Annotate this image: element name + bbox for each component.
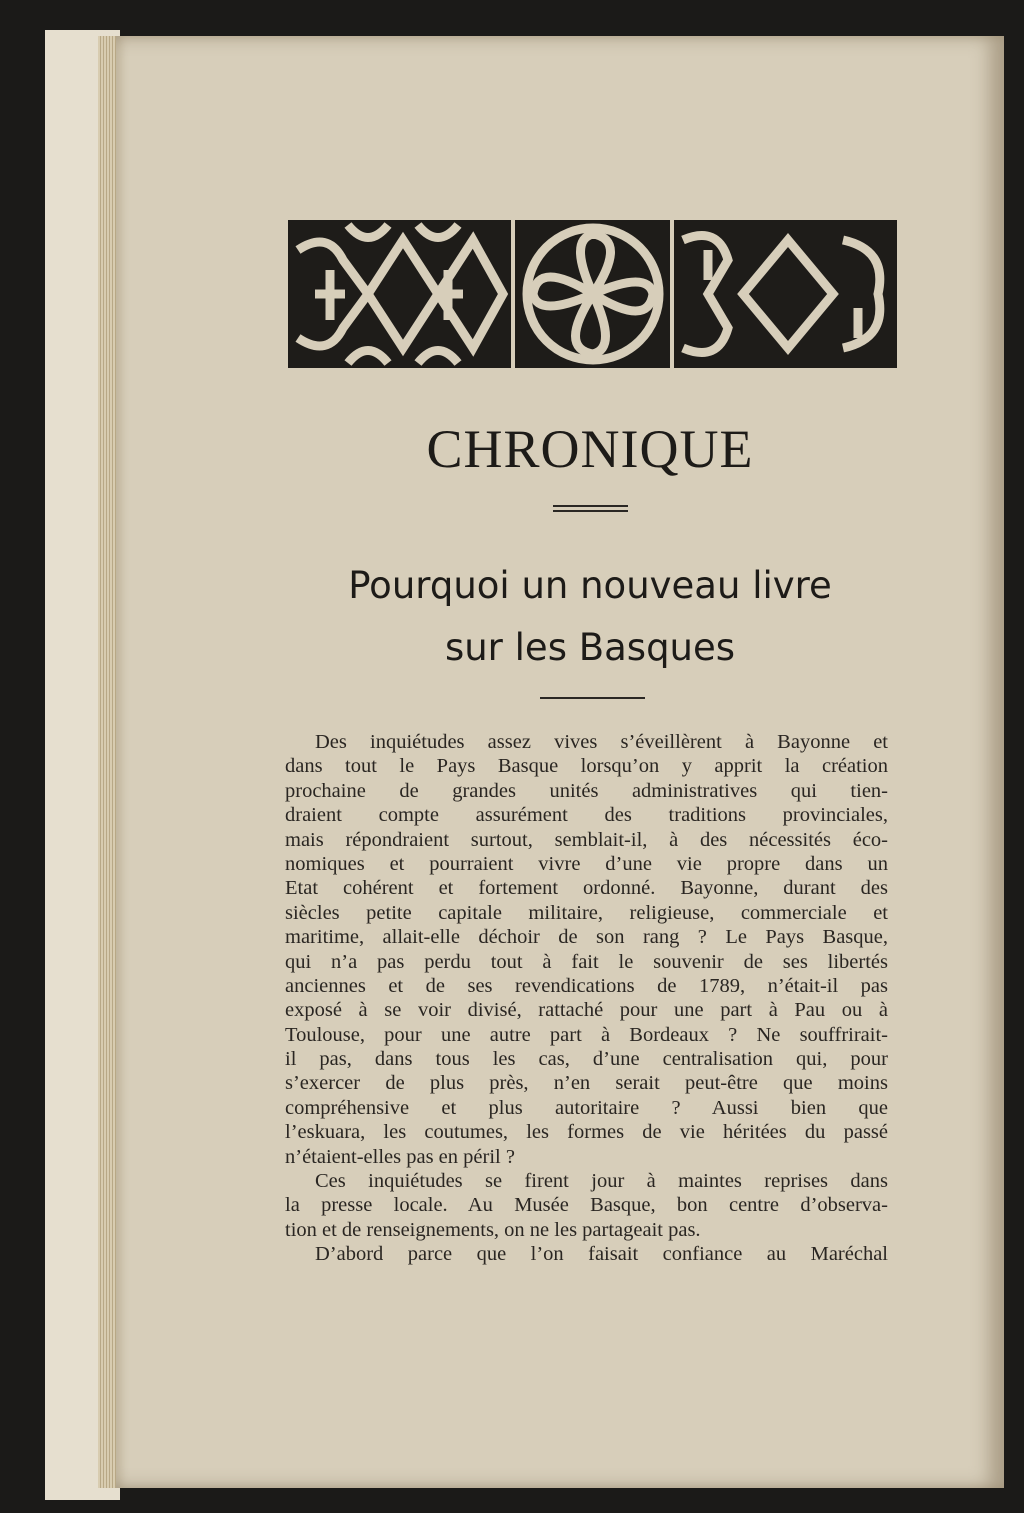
title-underline: [540, 697, 645, 699]
body-line: mais répondraient surtout, semblait-il, à des nécessités éco-: [285, 828, 888, 851]
body-line: D’abord parce que l’on faisait confiance au Maréchal: [315, 1243, 888, 1266]
double-rule-bottom: [553, 510, 628, 512]
body-line: siècles petite capitale militaire, religieuse, commerciale et: [285, 901, 888, 924]
body-line: s’exercer de plus près, n’en serait peut-être que moins: [285, 1072, 888, 1095]
body-line: Ces inquiétudes se firent jour à maintes reprises dans: [315, 1170, 888, 1193]
body-line: exposé à se voir divisé, rattaché pour une part à Pau ou à: [285, 999, 888, 1022]
body-line: Etat cohérent et fortement ordonné. Bayonne, durant des: [285, 877, 888, 900]
body-line: maritime, allait-elle déchoir de son rang ? Le Pays Basque,: [285, 926, 888, 949]
body-line: n’étaient-elles pas en péril ?: [285, 1145, 515, 1168]
article-title-line-2: sur les Basques: [444, 626, 736, 669]
body-line: qui n’a pas perdu tout à fait le souvenir de ses libertés: [285, 950, 888, 973]
body-line: draient compte assurément des traditions provinciales,: [285, 804, 888, 827]
body-line: anciennes et de ses revendications de 1789, n’était-il pas: [285, 974, 888, 997]
article-body: [285, 730, 888, 1267]
body-line: la presse locale. Au Musée Basque, bon centre d’observa-: [285, 1194, 888, 1217]
body-line: tion et de renseignements, on ne les partageait pas.: [285, 1218, 701, 1241]
section-title: CHRONIQUE: [426, 419, 754, 479]
article-title-line-1: Pourquoi un nouveau livre: [348, 564, 832, 607]
basque-ornament-banner: [288, 220, 897, 368]
body-line: compréhensive et plus autoritaire ? Aussi bien que: [285, 1096, 888, 1119]
double-rule-top: [553, 505, 628, 507]
body-line: Des inquiétudes assez vives s’éveillèrent à Bayonne et: [315, 731, 888, 753]
body-line: prochaine de grandes unités administratives qui tien-: [285, 779, 888, 802]
body-line: Toulouse, pour une autre part à Bordeaux ? Ne souffrirait-: [285, 1023, 888, 1046]
body-line: il pas, dans tous les cas, d’une centralisation qui, pour: [285, 1048, 888, 1071]
body-line: nomiques et pourraient vivre d’une vie propre dans un: [285, 852, 888, 875]
body-line: dans tout le Pays Basque lorsqu’on y apprit la création: [285, 755, 888, 778]
body-line: l’eskuara, les coutumes, les formes de vie héritées du passé: [285, 1121, 888, 1144]
